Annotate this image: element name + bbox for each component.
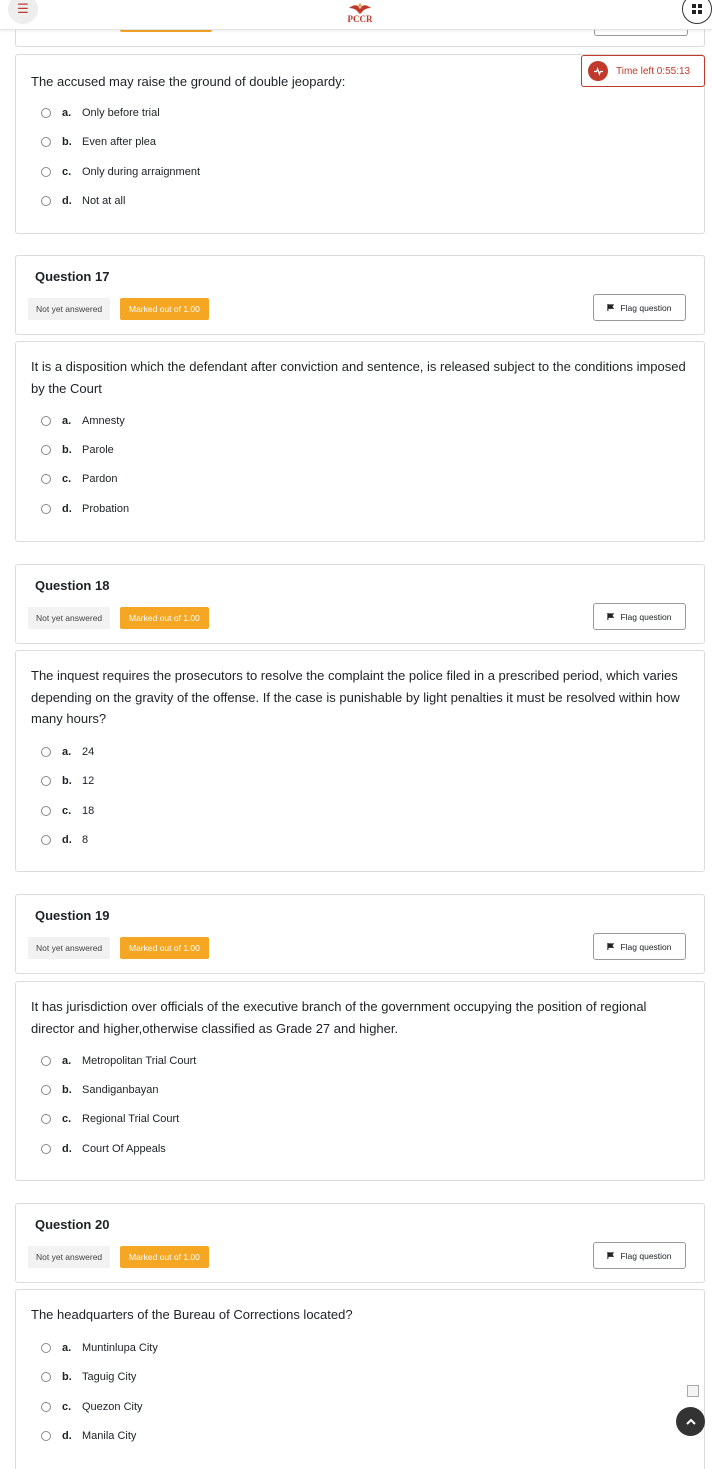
flag-icon [607,1252,614,1259]
radio-button[interactable] [41,1431,51,1441]
answer-option-b[interactable]: b. Taguig City [41,1367,441,1387]
answer-option-c[interactable]: c. Pardon [41,469,441,489]
question-19-info-card [15,894,705,974]
scroll-to-top-button[interactable] [676,1407,705,1436]
radio-button[interactable] [41,835,51,845]
radio-button[interactable] [41,137,51,147]
flag-icon [607,943,614,950]
radio-button[interactable] [41,167,51,177]
answer-option-b[interactable]: b. Sandiganbayan [41,1080,441,1100]
answer-option-d[interactable]: d. Manila City [41,1426,441,1446]
answer-option-a[interactable]: a. Only before trial [41,103,441,123]
question-17-content-card [15,341,705,542]
status-badge: Not yet answered [28,607,110,629]
answer-option-d[interactable]: d. Court Of Appeals [41,1139,441,1159]
flag-icon [607,304,614,311]
question-20-info-card [15,1203,705,1283]
question-text: It has jurisdiction over officials of the executive branch of the government occupying the position of regional director and higher,otherwise classified as Grade 27 and higher. [31,999,647,1036]
answer-option-a[interactable]: a. Muntinlupa City [41,1338,441,1358]
radio-button[interactable] [41,1114,51,1124]
menu-icon[interactable]: ☰ [8,0,38,24]
broken-image-icon [687,1385,699,1397]
question-number: Question 18 [35,578,110,593]
flag-question-button[interactable]: Flag question [593,294,686,321]
question-text: The accused may raise the ground of double jeopardy: [31,74,346,89]
answer-option-d[interactable]: d. Not at all [41,191,441,211]
radio-button[interactable] [41,504,51,514]
radio-button[interactable] [41,1343,51,1353]
radio-button[interactable] [41,1402,51,1412]
radio-button[interactable] [41,806,51,816]
marks-badge: Marked out of 1.00 [120,937,209,959]
top-navbar [0,0,712,30]
radio-button[interactable] [41,474,51,484]
answer-option-c[interactable]: c. Quezon City [41,1397,441,1417]
marks-badge: Marked out of 1.00 [120,298,209,320]
radio-button[interactable] [41,445,51,455]
question-text: It is a disposition which the defendant after conviction and sentence, is released subject to the conditions imposed by the Court [31,359,686,396]
marks-badge: Marked out of 1.00 [120,607,209,629]
chevron-up-icon [685,1416,697,1428]
quiz-navigation-icon[interactable] [682,0,712,24]
status-badge: Not yet answered [28,1246,110,1268]
answer-option-a[interactable]: a. Amnesty [41,411,441,431]
answer-option-d[interactable]: d. Probation [41,499,441,519]
answer-option-c[interactable]: c. Regional Trial Court [41,1109,441,1129]
radio-button[interactable] [41,196,51,206]
svg-text:PCCR: PCCR [347,14,373,24]
question-number: Question 19 [35,908,110,923]
question-20-content-card [15,1289,705,1469]
question-text: The inquest requires the prosecutors to resolve the complaint the police filed in a prescribed period, which varies depending on the gravity of the offense. If the case is punishable by light penalties it must be resolved within how many hours? [31,668,680,726]
timer-icon [588,61,608,81]
question-18-content-card [15,650,705,872]
radio-button[interactable] [41,1085,51,1095]
radio-button[interactable] [41,747,51,757]
question-19-content-card [15,981,705,1181]
flag-question-button[interactable]: Flag question [593,603,686,630]
marks-badge: Marked out of 1.00 [120,1246,209,1268]
timer-box [581,55,705,87]
question-number: Question 17 [35,269,110,284]
flag-icon [607,613,614,620]
radio-button[interactable] [41,776,51,786]
status-badge: Not yet answered [28,937,110,959]
answer-option-d[interactable]: d. 8 [41,830,441,850]
question-18-info-card [15,564,705,644]
answer-option-c[interactable]: c. Only during arraignment [41,162,441,182]
radio-button[interactable] [41,416,51,426]
answer-option-b[interactable]: b. 12 [41,771,441,791]
flag-question-button[interactable]: Flag question [593,1242,686,1269]
answer-option-b[interactable]: b. Parole [41,440,441,460]
radio-button[interactable] [41,1056,51,1066]
question-text: The headquarters of the Bureau of Corrections located? [31,1307,353,1322]
question-number: Question 20 [35,1217,110,1232]
question-17-info-card [15,255,705,335]
answer-option-c[interactable]: c. 18 [41,801,441,821]
answer-option-b[interactable]: b. Even after plea [41,132,441,152]
radio-button[interactable] [41,1144,51,1154]
flag-question-button[interactable]: Flag question [593,933,686,960]
answer-option-a[interactable]: a. 24 [41,742,441,762]
answer-option-a[interactable]: a. Metropolitan Trial Court [41,1051,441,1071]
pccr-logo [343,0,377,24]
radio-button[interactable] [41,108,51,118]
radio-button[interactable] [41,1372,51,1382]
time-left-text: Time left 0:55:13 [616,65,691,77]
status-badge: Not yet answered [28,298,110,320]
